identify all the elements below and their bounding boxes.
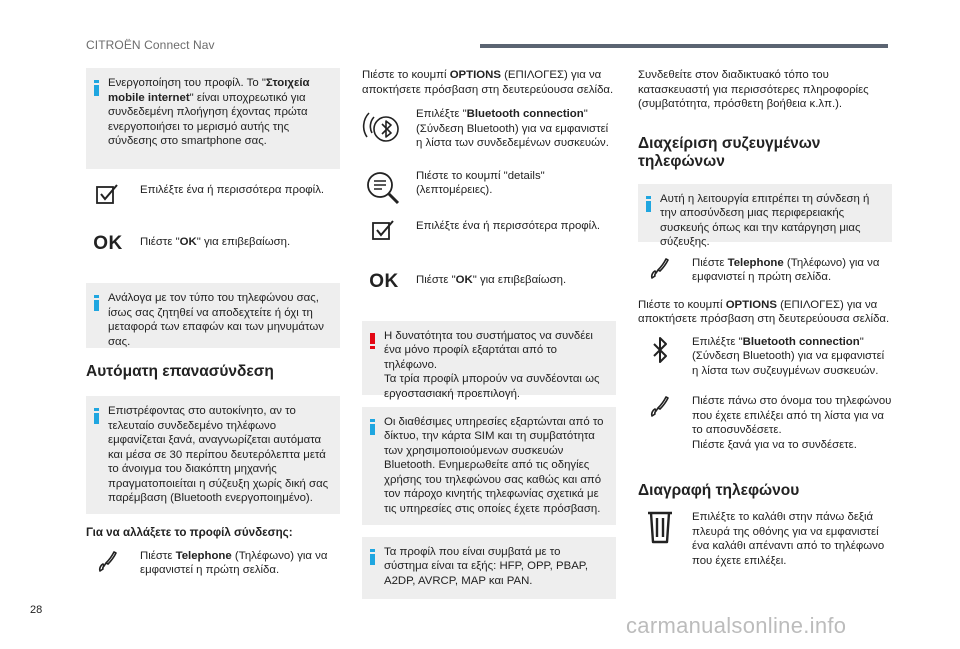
bluetooth-wireless-icon <box>362 107 406 147</box>
step-text: Επιλέξτε "Bluetooth connection" (Σύνδεση Bluetooth) για να εμφανιστεί η λίστα των συζευγμένων συσκευών. <box>692 335 885 377</box>
step-text: Πιέστε Telephone (Τηλέφωνο) για να εμφανιστεί η πρώτη σελίδα. <box>692 256 880 283</box>
step-text: Πιέστε το κουμπί "details" (λεπτομέρειες). <box>416 169 545 196</box>
column-3 <box>638 68 892 568</box>
step-phone-name <box>638 394 892 452</box>
step-text: Πιέστε πάνω στο όνομα του τηλεφώνου που έχετε επιλέξει από τη λίστα για να το αποσυνδέσετε. Πιέστε ξανά για να το συνδέσετε. <box>692 395 892 451</box>
ok-button-icon: OK <box>93 233 123 254</box>
info-box-services <box>362 407 616 525</box>
step-text: Πιέστε "OK" για επιβεβαίωση. <box>140 236 291 248</box>
header-rule <box>480 44 888 48</box>
header-title: CITROËN Connect Nav <box>86 38 215 52</box>
manufacturer-intro: Συνδεθείτε στον διαδικτυακό τόπο του κατασκευαστή για περισσότερες πληροφορίες (συμβατότητα, πρόσθετη βοήθεια κ.λπ.). <box>638 69 869 110</box>
phone-handset-icon <box>638 394 682 434</box>
info-icon <box>94 295 99 311</box>
info-icon <box>94 80 99 96</box>
bluetooth-icon <box>638 335 682 375</box>
info-text: Επιστρέφοντας στο αυτοκίνητο, αν το τελευταίο συνδεδεμένο τηλέφωνο εμφανίζεται ξανά, αναγνωρίζεται αυτόματα και μέσα σε 30 περίπου δευτερόλεπτα μετά το άνοιγμα του διακόπτη μηχανής πραγματοποιείται η σύζευξη χωρίς δική σας παρέμβαση (Bluetooth ενεργοποιημένο). <box>108 405 329 504</box>
step-select-profiles <box>86 183 340 213</box>
info-text: Αυτή η λειτουργία επιτρέπει τη σύνδεση ή την αποσύνδεση μιας περιφερειακής συσκευής όπως και την κατάργηση μιας σύζευξης. <box>660 192 870 248</box>
watermark: carmanualsonline.info <box>626 613 847 638</box>
info-text: Ανάλογα με τον τύπο του τηλεφώνου σας, ίσως σας ζητηθεί να αποδεχτείτε ή όχι τη μεταφορά των επαφών και των μηνυμάτων σας. <box>108 292 324 348</box>
info-icon <box>646 196 651 212</box>
info-box-transfer <box>86 283 340 348</box>
info-box-auto-reconnect <box>86 396 340 514</box>
step-bluetooth-connection <box>638 335 892 379</box>
options-intro: Πιέστε το κουμπί OPTIONS (ΕΠΙΛΟΓΕΣ) για να αποκτήσετε πρόσβαση στη δευτερεύουσα σελίδα. <box>362 69 614 96</box>
subtitle-change-profile: Για να αλλάξετε το προφίλ σύνδεσης: <box>86 526 293 539</box>
info-box-mobile-internet <box>86 68 340 169</box>
checkbox-icon <box>86 183 130 223</box>
info-box-manage <box>638 184 892 248</box>
step-text: Επιλέξτε ένα ή περισσότερα προφίλ. <box>140 184 325 196</box>
section-title-manage-phones: Διαχείριση συζευγμένων τηλεφώνων <box>638 134 821 170</box>
phone-handset-icon <box>86 549 130 589</box>
info-text: Τα προφίλ που είναι συμβατά με το σύστημα είναι τα εξής: HFP, OPP, PBAP, A2DP, AVRCP, MAP και PAN. <box>384 545 589 587</box>
info-text: Ενεργοποίηση του προφίλ. Το "Στοιχεία mobile internet" είναι υποχρεωτικό για συνδεδεμένη πλοήγηση έχοντας πρώτα ενεργοποιήσει το μερισμό αυτής της σύνδεσης στο smartphone σας. <box>108 77 310 147</box>
step-confirm-ok <box>86 233 340 263</box>
step-trash <box>638 510 892 568</box>
step-text: Επιλέξτε ένα ή περισσότερα προφίλ. <box>416 219 601 232</box>
step-details <box>362 169 616 199</box>
step-text: Πιέστε Telephone (Τηλέφωνο) για να εμφανιστεί η πρώτη σελίδα. <box>140 549 328 576</box>
step-confirm-ok <box>362 271 616 301</box>
options-text: Πιέστε το κουμπί OPTIONS (ΕΠΙΛΟΓΕΣ) για να αποκτήσετε πρόσβαση στη δευτερεύουσα σελίδα. <box>638 298 890 325</box>
column-2 <box>362 68 616 599</box>
trash-icon <box>638 510 682 550</box>
step-telephone <box>86 549 340 579</box>
details-search-icon <box>362 169 406 209</box>
ok-button-icon: OK <box>369 270 399 292</box>
section-title-delete-phone: Διαγραφή τηλεφώνου <box>638 482 800 499</box>
section-title-auto-reconnect: Αυτόματη επανασύνδεση <box>86 363 274 380</box>
page-number: 28 <box>30 604 43 616</box>
warning-text: Η δυνατότητα του συστήματος να συνδέει ένα μόνο προφίλ εξαρτάται από το τηλέφωνο. Τα τρία προφίλ μπορούν να συνδέονται ως εργοστασιακή προεπιλογή. <box>384 329 600 400</box>
step-bluetooth-connection <box>362 107 616 151</box>
step-text: Επιλέξτε "Bluetooth connection" (Σύνδεση Bluetooth) για να εμφανιστεί η λίστα των συνδεδεμένων συσκευών. <box>416 108 609 149</box>
step-select-profiles <box>362 219 616 249</box>
checkbox-icon <box>362 219 406 259</box>
info-icon <box>370 419 375 435</box>
warning-icon <box>370 333 375 349</box>
phone-handset-icon <box>638 256 682 296</box>
warning-box-profiles <box>362 321 616 400</box>
info-box-compatible-profiles <box>362 537 616 599</box>
info-icon <box>370 549 375 565</box>
step-telephone <box>638 256 892 286</box>
info-text: Οι διαθέσιμες υπηρεσίες εξαρτώνται από το δίκτυο, την κάρτα SIM και τη συμβατότητα των χρησιμοποιούμενων συσκευών Bluetooth. Ενημερωθείτε από τις οδηγίες χρήσης του τηλεφώνου σας καθώς και από τον πάροχο κινητής τηλεφωνίας σχετικά με τις υπηρεσίες στις οποίες έχετε πρόσβαση. <box>384 415 604 515</box>
info-icon <box>94 408 99 424</box>
step-text: Πιέστε "OK" για επιβεβαίωση. <box>416 273 567 286</box>
column-1 <box>86 68 340 579</box>
step-text: Επιλέξτε το καλάθι στην πάνω δεξιά πλευρά της οθόνης για να εμφανιστεί ένα καλάθι απέναντι από το τηλέφωνο που έχετε επιλέξει. <box>692 511 885 567</box>
